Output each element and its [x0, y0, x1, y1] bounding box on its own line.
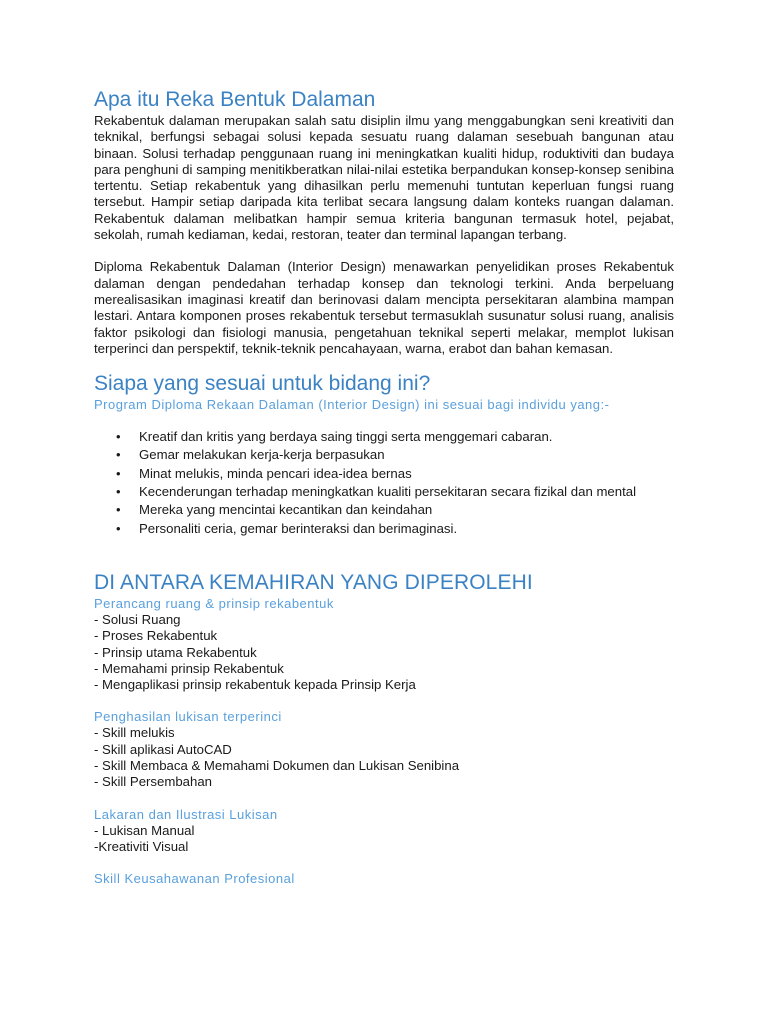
- group-heading-penghasilan: Penghasilan lukisan terperinci: [94, 709, 282, 725]
- section-subtitle-program: Program Diploma Rekaan Dalaman (Interior Design) ini sesuai bagi individu yang:-: [94, 397, 610, 413]
- group-heading-lakaran: Lakaran dan Ilustrasi Lukisan: [94, 806, 278, 822]
- group-heading-perancang: Perancang ruang & prinsip rekabentuk: [94, 595, 334, 611]
- section-title-siapa-sesuai: Siapa yang sesuai untuk bidang ini?: [94, 372, 431, 396]
- list-item: • Mereka yang mencintai kecantikan dan keindahan: [116, 502, 433, 518]
- bullet-icon: •: [116, 502, 121, 518]
- list-item: - Skill Persembahan: [94, 774, 213, 790]
- list-item: - Proses Rekabentuk: [94, 628, 218, 644]
- group-heading-keusahawanan: Skill Keusahawanan Profesional: [94, 871, 295, 887]
- suitability-list: [94, 429, 674, 537]
- list-item: - Memahami prinsip Rekabentuk: [94, 660, 284, 676]
- intro-paragraph-1: Rekabentuk dalaman merupakan salah satu disiplin ilmu yang menggabungkan seni kreativiti dan teknikal, berfungsi sebagai solusi kepada sesuatu ruang dalaman sesebuah bangunan atau binaan. Solusi terhadap penggunaan ruang ini meningkatkan kualiti hidup, roduktiviti dan budaya para penghuni di samping menitikberatkan nilai-nilai estetika berpandukan konsep-konsep senibina tertentu. Setiap rekabentuk yang dihasilkan perlu memenuhi tuntutan keperluan fungsi ruang tersebut. Hampir setiap daripada kita terlibat secara langsung dalam konteks ruangan dalaman. Rekabentuk dalaman melibatkan hampir semua kriteria bangunan termasuk hotel, pejabat, sekolah, rumah kediaman, kedai, restoran, teater dan terminal lapangan terbang.: [94, 113, 674, 243]
- bullet-icon: •: [116, 520, 121, 536]
- section-title-kemahiran: DI ANTARA KEMAHIRAN YANG DIPEROLEHI: [94, 570, 533, 594]
- list-item: - Lukisan Manual: [94, 822, 195, 838]
- list-item: - Mengaplikasi prinsip rekabentuk kepada Prinsip Kerja: [94, 677, 416, 693]
- list-item: - Skill melukis: [94, 725, 175, 741]
- list-item: • Minat melukis, minda pencari idea-idea bernas: [116, 465, 412, 481]
- bullet-icon: •: [116, 447, 121, 463]
- list-item: - Solusi Ruang: [94, 611, 181, 627]
- list-item: • Kreatif dan kritis yang berdaya saing tinggi serta menggemari cabaran.: [116, 429, 553, 445]
- list-item: - Prinsip utama Rekabentuk: [94, 644, 257, 660]
- bullet-icon: •: [116, 484, 121, 500]
- section-title-reka-bentuk: Apa itu Reka Bentuk Dalaman: [94, 88, 376, 111]
- bullet-icon: •: [116, 465, 121, 481]
- list-item: -Kreativiti Visual: [94, 838, 189, 854]
- list-item: • Kecenderungan terhadap meningkatkan kualiti persekitaran secara fizikal dan mental: [116, 484, 637, 500]
- intro-paragraph-2: Diploma Rekabentuk Dalaman (Interior Design) menawarkan penyelidikan proses Rekabentuk dalaman dengan pendedahan terhadap konsep dan teknologi terkini. Anda berpeluang merealisasikan imaginasi kreatif dan berinovasi dalam mencipta persekitaran alambina mampan lestari. Antara komponen proses rekabentuk tersebut termasuklah susunatur solusi ruang, analisis faktor psikologi dan fisiologi manusia, pengetahuan teknikal seperti melakar, memplot lukisan terperinci dan perspektif, teknik-teknik pencahayaan, warna, erabot dan bahan kemasan.: [94, 259, 674, 356]
- list-item: • Personaliti ceria, gemar berinteraksi dan berimaginasi.: [116, 520, 458, 536]
- list-item: • Gemar melakukan kerja-kerja berpasukan: [116, 447, 385, 463]
- bullet-icon: •: [116, 429, 121, 445]
- list-item: - Skill Membaca & Memahami Dokumen dan Lukisan Senibina: [94, 758, 460, 774]
- list-item: - Skill aplikasi AutoCAD: [94, 741, 232, 757]
- document-page: [94, 86, 674, 887]
